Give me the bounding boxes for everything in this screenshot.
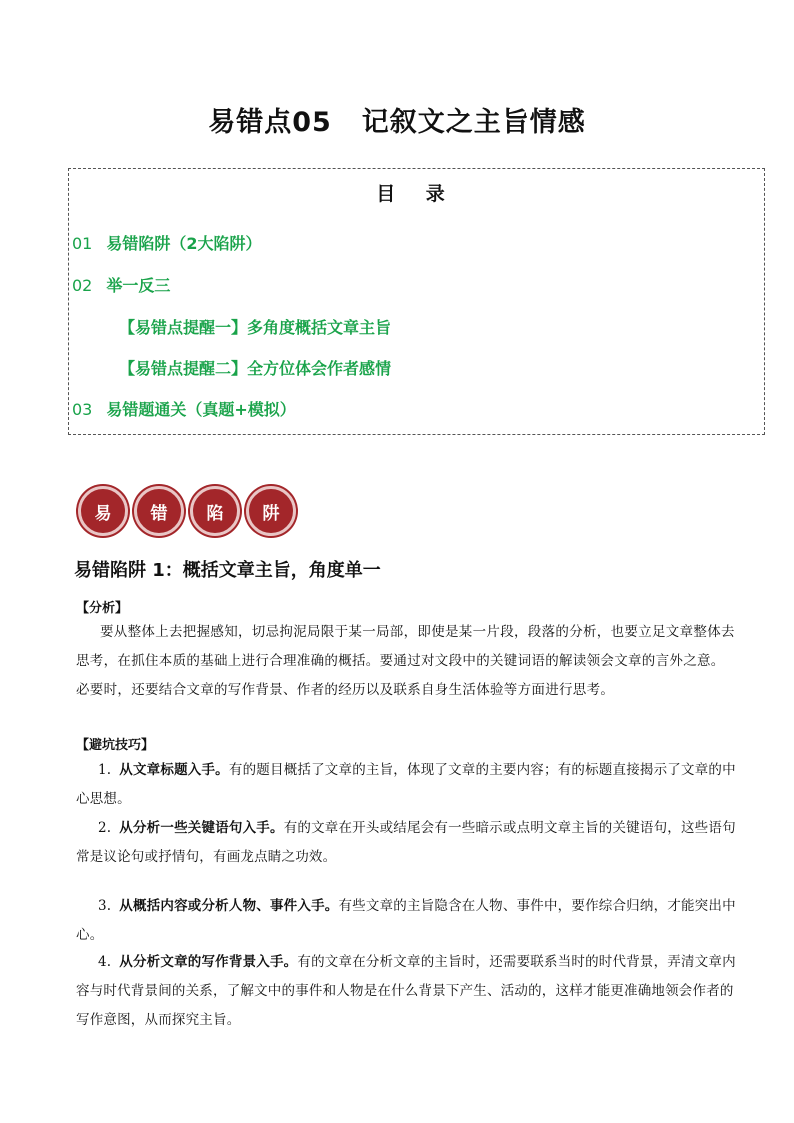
toc-item-label: 易错陷阱（2大陷阱） <box>106 234 262 253</box>
analysis-label: 【分析】 <box>76 601 129 616</box>
toc-item-03[interactable] <box>72 397 296 420</box>
tip-item-3 <box>76 892 738 950</box>
tip-lead: 从文章标题入手。 <box>119 762 229 778</box>
analysis-paragraph: 要从整体上去把握感知，切忌拘泥局限于某一局部，即使是某一片段，段落的分析，也要立足文章整体去思考，在抓住本质的基础上进行合理准确的概括。要通过对文段中的关键词语的解读领会文章的言外之意。必要时，还要结合文章的写作背景、作者的经历以及联系自身生活体验等方面进行思考。 <box>76 624 735 698</box>
tip-lead: 从分析一些关键语句入手。 <box>119 820 284 836</box>
toc-subitem-1[interactable] <box>119 315 391 338</box>
section-title: 易错陷阱 1：概括文章主旨，角度单一 <box>74 560 381 581</box>
tip-item-4 <box>76 948 738 1035</box>
section-badge-group <box>78 486 302 536</box>
badge-char: 易 <box>78 486 128 536</box>
tip-number: 4. <box>98 954 112 970</box>
tip-lead: 从概括内容或分析人物、事件入手。 <box>119 898 339 914</box>
toc-subitem-2[interactable] <box>119 356 391 379</box>
toc-item-number: 02 <box>72 276 93 295</box>
tip-text: 有的文章在分析文章的主旨时，还需要联系当时的时代背景，弄清文章内容与时代背景间的关系，了解文中的事件和人物是在什么背景下产生、活动的，这样才能更准确地领会作者的写作意图，从而探究主旨。 <box>76 954 736 1028</box>
tips-label: 【避坑技巧】 <box>76 738 155 753</box>
badge-char: 错 <box>134 486 184 536</box>
tip-number: 2. <box>98 820 112 836</box>
tip-text: 有的文章在开头或结尾会有一些暗示或点明文章主旨的关键语句，这些语句常是议论句或抒情句，有画龙点睛之功效。 <box>76 820 736 865</box>
toc-item-label: 【易错点提醒二】全方位体会作者感情 <box>119 359 392 378</box>
toc-item-number: 01 <box>72 234 93 253</box>
title-part1: 易错点05 <box>208 107 332 138</box>
title-part2: 记叙文之主旨情感 <box>361 107 586 138</box>
tip-text: 有些文章的主旨隐含在人物、事件中，要作综合归纳，才能突出中心。 <box>76 898 736 943</box>
badge-char: 阱 <box>246 486 296 536</box>
tip-text: 有的题目概括了文章的主旨，体现了文章的主要内容；有的标题直接揭示了文章的中心思想。 <box>76 762 736 807</box>
badge-char: 陷 <box>190 486 240 536</box>
tip-lead: 从分析文章的写作背景入手。 <box>119 954 298 970</box>
toc-item-number: 03 <box>72 400 93 419</box>
toc-item-label: 举一反三 <box>106 276 171 295</box>
table-of-contents <box>68 168 765 435</box>
tip-number: 1. <box>98 762 112 778</box>
toc-heading: 目 录 <box>376 183 457 205</box>
tip-item-2 <box>76 814 738 872</box>
toc-item-01[interactable] <box>72 231 262 254</box>
toc-item-label: 易错题通关（真题+模拟） <box>106 400 296 419</box>
toc-item-02[interactable] <box>72 273 170 296</box>
tip-number: 3. <box>98 898 112 914</box>
tip-item-1 <box>76 756 738 814</box>
toc-item-label: 【易错点提醒一】多角度概括文章主旨 <box>119 318 392 337</box>
page-title <box>0 100 794 139</box>
